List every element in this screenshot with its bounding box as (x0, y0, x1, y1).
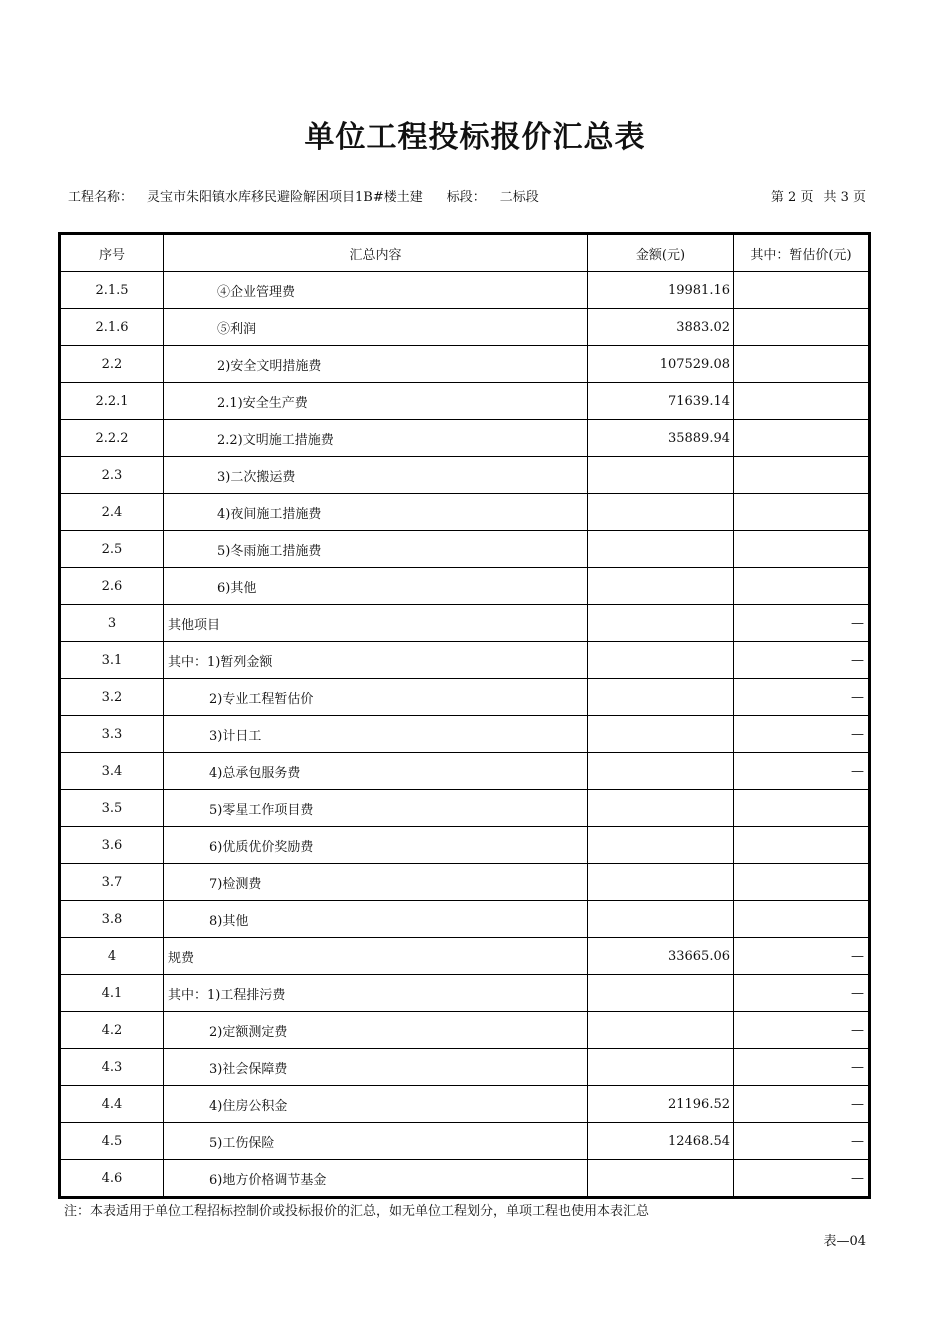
table-row (60, 1086, 870, 1123)
row-content: 2.1)安全生产费 (164, 383, 588, 420)
row-estimate (734, 531, 870, 568)
row-amount (588, 1049, 734, 1086)
row-number: 3.7 (60, 864, 164, 901)
row-content: 4)夜间施工措施费 (164, 494, 588, 531)
footnote: 注：本表适用于单位工程招标控制价或投标报价的汇总，如无单位工程划分，单项工程也使用本表汇总 (64, 1204, 650, 1219)
row-content: 其他项目 (164, 605, 588, 642)
project-info (68, 186, 553, 205)
row-number: 3.6 (60, 827, 164, 864)
row-number: 2.5 (60, 531, 164, 568)
page-info (761, 186, 866, 205)
header-amount: 金额(元) (588, 234, 734, 272)
row-content: ⑤利润 (164, 309, 588, 346)
row-number: 4.4 (60, 1086, 164, 1123)
row-number: 2.1.5 (60, 272, 164, 309)
project-name-value: 灵宝市朱阳镇水库移民避险解困项目1B#楼土建 (147, 190, 423, 205)
row-number: 3.2 (60, 679, 164, 716)
row-amount (588, 642, 734, 679)
row-amount (588, 679, 734, 716)
section-label: 标段： (446, 190, 486, 205)
page-total: 共 3 页 (823, 190, 866, 205)
table-row (60, 1123, 870, 1160)
row-estimate (734, 420, 870, 457)
row-content: 3)社会保障费 (164, 1049, 588, 1086)
summary-table (58, 232, 871, 1199)
row-estimate: — (734, 975, 870, 1012)
row-content: 7)检测费 (164, 864, 588, 901)
table-row (60, 1160, 870, 1198)
row-content: 5)工伤保险 (164, 1123, 588, 1160)
row-content: 6)优质优价奖励费 (164, 827, 588, 864)
table-row (60, 716, 870, 753)
row-estimate: — (734, 1086, 870, 1123)
page-current: 第 2 页 (770, 190, 814, 205)
row-amount (588, 864, 734, 901)
row-number: 3.3 (60, 716, 164, 753)
table-row (60, 642, 870, 679)
row-estimate (734, 309, 870, 346)
table-row (60, 1049, 870, 1086)
row-amount (588, 827, 734, 864)
row-amount (588, 531, 734, 568)
row-estimate: — (734, 1012, 870, 1049)
row-number: 3.8 (60, 901, 164, 938)
table-row (60, 864, 870, 901)
row-estimate: — (734, 642, 870, 679)
row-number: 3 (60, 605, 164, 642)
row-content: ④企业管理费 (164, 272, 588, 309)
form-number: 表—04 (823, 1234, 866, 1249)
row-content: 5)零星工作项目费 (164, 790, 588, 827)
row-number: 4 (60, 938, 164, 975)
row-content: 3)计日工 (164, 716, 588, 753)
table-header-row (60, 234, 870, 272)
project-name-label: 工程名称： (68, 190, 134, 205)
header-content: 汇总内容 (164, 234, 588, 272)
row-estimate (734, 790, 870, 827)
row-estimate (734, 346, 870, 383)
row-number: 2.1.6 (60, 309, 164, 346)
table-row (60, 272, 870, 309)
page-title: 单位工程投标报价汇总表 (304, 120, 646, 155)
row-amount: 12468.54 (588, 1123, 734, 1160)
row-amount (588, 716, 734, 753)
row-content: 4)总承包服务费 (164, 753, 588, 790)
row-content: 5)冬雨施工措施费 (164, 531, 588, 568)
row-estimate (734, 864, 870, 901)
row-number: 4.5 (60, 1123, 164, 1160)
row-number: 4.6 (60, 1160, 164, 1198)
row-number: 4.1 (60, 975, 164, 1012)
row-amount (588, 753, 734, 790)
table-body (60, 272, 870, 1198)
row-amount (588, 605, 734, 642)
row-amount (588, 790, 734, 827)
row-content: 3)二次搬运费 (164, 457, 588, 494)
row-content: 规费 (164, 938, 588, 975)
row-number: 2.2.2 (60, 420, 164, 457)
row-content: 其中：1)工程排污费 (164, 975, 588, 1012)
table-row (60, 790, 870, 827)
row-content: 2)专业工程暂估价 (164, 679, 588, 716)
row-amount (588, 457, 734, 494)
row-amount: 19981.16 (588, 272, 734, 309)
row-amount (588, 568, 734, 605)
row-estimate: — (734, 679, 870, 716)
table-row (60, 531, 870, 568)
row-content: 2)定额测定费 (164, 1012, 588, 1049)
table-row (60, 605, 870, 642)
row-number: 4.2 (60, 1012, 164, 1049)
row-amount: 35889.94 (588, 420, 734, 457)
row-number: 2.2 (60, 346, 164, 383)
row-estimate: — (734, 753, 870, 790)
table-row (60, 975, 870, 1012)
row-estimate: — (734, 938, 870, 975)
table-row (60, 309, 870, 346)
row-estimate (734, 827, 870, 864)
row-amount: 21196.52 (588, 1086, 734, 1123)
table-row (60, 901, 870, 938)
row-estimate (734, 457, 870, 494)
section-value: 二标段 (499, 190, 539, 205)
row-content: 2.2)文明施工措施费 (164, 420, 588, 457)
row-estimate (734, 272, 870, 309)
row-estimate: — (734, 1123, 870, 1160)
row-number: 2.4 (60, 494, 164, 531)
row-number: 2.3 (60, 457, 164, 494)
row-amount (588, 901, 734, 938)
row-content: 8)其他 (164, 901, 588, 938)
row-estimate (734, 568, 870, 605)
row-content: 6)其他 (164, 568, 588, 605)
table-row (60, 938, 870, 975)
row-estimate (734, 901, 870, 938)
row-content: 其中：1)暂列金额 (164, 642, 588, 679)
table-row (60, 420, 870, 457)
row-number: 3.5 (60, 790, 164, 827)
row-estimate (734, 494, 870, 531)
row-amount: 71639.14 (588, 383, 734, 420)
header-estimate: 其中：暂估价(元) (734, 234, 870, 272)
table-row (60, 1012, 870, 1049)
table-row (60, 827, 870, 864)
row-amount (588, 494, 734, 531)
row-number: 3.4 (60, 753, 164, 790)
row-number: 3.1 (60, 642, 164, 679)
row-amount: 3883.02 (588, 309, 734, 346)
row-amount: 33665.06 (588, 938, 734, 975)
row-amount (588, 1160, 734, 1198)
row-estimate: — (734, 1160, 870, 1198)
row-estimate: — (734, 716, 870, 753)
table-row (60, 753, 870, 790)
row-amount (588, 1012, 734, 1049)
table-row (60, 568, 870, 605)
row-content: 6)地方价格调节基金 (164, 1160, 588, 1198)
table-row (60, 457, 870, 494)
row-estimate: — (734, 1049, 870, 1086)
header-no: 序号 (60, 234, 164, 272)
table-row (60, 346, 870, 383)
row-estimate (734, 383, 870, 420)
row-number: 2.6 (60, 568, 164, 605)
row-estimate: — (734, 605, 870, 642)
row-content: 4)住房公积金 (164, 1086, 588, 1123)
row-number: 4.3 (60, 1049, 164, 1086)
row-content: 2)安全文明措施费 (164, 346, 588, 383)
table-row (60, 383, 870, 420)
row-amount: 107529.08 (588, 346, 734, 383)
row-number: 2.2.1 (60, 383, 164, 420)
table-row (60, 679, 870, 716)
row-amount (588, 975, 734, 1012)
table-row (60, 494, 870, 531)
